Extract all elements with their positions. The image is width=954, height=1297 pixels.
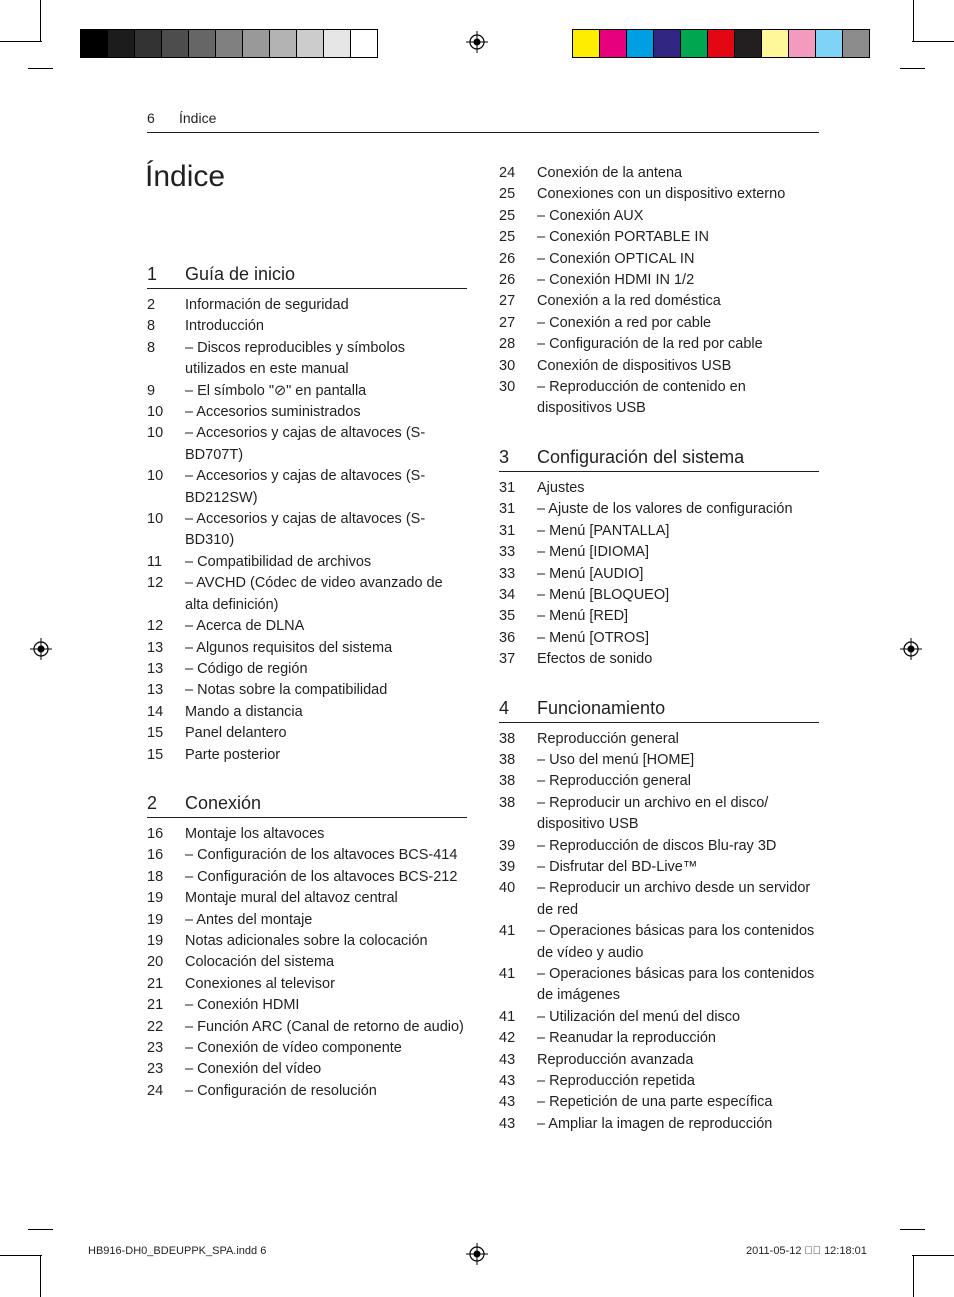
entry-page-number: 18	[147, 868, 164, 885]
entry-page-number: 30	[499, 357, 516, 374]
entry-text: – Código de región	[185, 660, 308, 677]
crop-mark	[28, 68, 53, 69]
grayscale-color-bar	[80, 29, 378, 58]
color-swatch	[816, 30, 843, 57]
entry-text: – Función ARC (Canal de retorno de audio)	[185, 1018, 464, 1035]
toc-entry[interactable]	[499, 564, 819, 585]
entry-page-number: 25	[499, 207, 516, 224]
toc-entry[interactable]	[147, 466, 467, 509]
color-swatch	[708, 30, 735, 57]
color-swatch	[162, 30, 189, 57]
entry-page-number: 12	[147, 575, 164, 592]
toc-entry[interactable]	[499, 750, 819, 771]
entry-page-number: 41	[499, 966, 516, 982]
toc-entry[interactable]	[147, 338, 467, 381]
process-color-bar	[572, 29, 870, 58]
toc-section	[499, 691, 819, 1136]
toc-entry[interactable]	[499, 649, 819, 670]
toc-entry[interactable]	[147, 952, 467, 973]
toc-entry[interactable]	[499, 1050, 819, 1071]
entry-page-number: 15	[147, 746, 164, 763]
entry-page-number: 13	[147, 682, 164, 699]
entry-text: – Operaciones básicas para los contenidos de imágenes	[537, 966, 815, 1004]
toc-entry[interactable]	[147, 381, 467, 402]
toc-entry[interactable]	[499, 291, 819, 312]
entry-page-number: 39	[499, 858, 516, 875]
entry-page-number: 31	[499, 522, 516, 539]
entry-page-number: 10	[147, 511, 164, 528]
entry-text: – Ajuste de los valores de configuración	[537, 501, 793, 518]
crop-mark	[900, 68, 925, 69]
entry-page-number: 38	[499, 794, 516, 811]
color-swatch	[735, 30, 762, 57]
entry-page-number: 9	[147, 382, 156, 399]
color-swatch	[135, 30, 162, 57]
entry-text: – Configuración de los altavoces BCS-212	[185, 868, 458, 885]
entry-page-number: 23	[147, 1061, 164, 1078]
color-swatch	[270, 30, 297, 57]
entry-page-number: 41	[499, 923, 516, 940]
entry-text: – Disfrutar del BD-Live™	[537, 858, 698, 875]
registration-mark-icon	[30, 638, 52, 660]
entry-text: – Conexión de vídeo componente	[185, 1040, 402, 1056]
section-heading	[147, 786, 467, 818]
entry-text: – Antes del montaje	[185, 911, 313, 928]
entry-text: Colocación del sistema	[185, 954, 335, 971]
entry-page-number: 8	[147, 339, 156, 356]
entry-page-number: 23	[147, 1040, 164, 1056]
entry-text: – Conexión AUX	[537, 207, 644, 224]
entry-text: Ajustes	[537, 479, 585, 496]
entry-text: – Ampliar la imagen de reproducción	[537, 1115, 773, 1132]
entry-text: – Configuración de los altavoces BCS-414	[185, 847, 458, 864]
toc-entry[interactable]	[147, 402, 467, 423]
toc-entry[interactable]	[499, 921, 819, 964]
entry-text: – Menú [RED]	[537, 608, 629, 625]
entry-text: – AVCHD (Códec de video avanzado de alta definición)	[185, 575, 443, 613]
entry-text: – Reanudar la reproducción	[537, 1030, 716, 1047]
toc-entry[interactable]	[147, 995, 467, 1016]
color-swatch	[351, 30, 377, 57]
toc-column-left	[147, 257, 467, 1122]
entry-page-number: 10	[147, 468, 164, 485]
entry-text: – Compatibilidad de archivos	[185, 553, 372, 570]
toc-entry[interactable]	[147, 1038, 467, 1059]
entry-text: – Accesorios y cajas de altavoces (S-BD310)	[185, 511, 426, 549]
toc-entry[interactable]	[499, 542, 819, 563]
running-header-section: Índice	[179, 110, 217, 126]
section-title: Conexión	[185, 792, 262, 813]
entry-text: – Reproducción repetida	[537, 1073, 695, 1090]
entry-page-number: 19	[147, 890, 164, 907]
section-title: Funcionamiento	[537, 697, 666, 718]
entry-page-number: 24	[147, 1082, 164, 1099]
section-title: Configuración del sistema	[537, 446, 745, 467]
entry-text: – Conexión OPTICAL IN	[537, 250, 695, 267]
crop-mark	[40, 1255, 41, 1297]
entry-text: – Reproducción de contenido en dispositivos USB	[537, 379, 746, 417]
color-swatch	[573, 30, 600, 57]
toc-entry[interactable]	[499, 606, 819, 627]
color-swatch	[627, 30, 654, 57]
entry-page-number: 19	[147, 932, 164, 949]
color-swatch	[600, 30, 627, 57]
toc-entry[interactable]	[499, 1114, 819, 1135]
toc-column-right	[499, 163, 819, 1155]
entry-text: Conexión de la antena	[537, 165, 683, 181]
entry-text: – El símbolo "⊘" en pantalla	[185, 382, 367, 399]
entry-page-number: 31	[499, 501, 516, 518]
entry-page-number: 41	[499, 1008, 516, 1025]
entry-text: – Conexión del vídeo	[185, 1061, 322, 1078]
toc-entry[interactable]	[147, 295, 467, 316]
toc-entry[interactable]	[147, 423, 467, 466]
toc-entry[interactable]	[499, 1028, 819, 1049]
crop-mark	[912, 41, 954, 42]
toc-entry[interactable]	[499, 628, 819, 649]
entry-page-number: 34	[499, 586, 516, 603]
entry-text: – Conexión HDMI IN 1/2	[537, 272, 695, 289]
entry-page-number: 15	[147, 725, 164, 742]
toc-entry[interactable]	[499, 878, 819, 921]
color-swatch	[654, 30, 681, 57]
color-swatch	[843, 30, 869, 57]
entry-text: Reproducción general	[537, 730, 679, 747]
toc-entry[interactable]	[147, 845, 467, 866]
crop-mark	[0, 1255, 42, 1256]
entry-text: – Uso del menú [HOME]	[537, 751, 695, 768]
toc-entry[interactable]	[499, 1007, 819, 1028]
entry-page-number: 21	[147, 997, 164, 1014]
toc-section	[147, 257, 467, 766]
entry-text: – Reproducir un archivo en el disco/ dispositivo USB	[537, 794, 769, 833]
toc-entry[interactable]	[499, 729, 819, 750]
entry-page-number: 10	[147, 425, 164, 442]
toc-entry[interactable]	[147, 638, 467, 659]
toc-entry[interactable]	[499, 270, 819, 291]
entry-text: – Accesorios suministrados	[185, 404, 361, 421]
entry-text: – Acerca de DLNA	[185, 618, 305, 635]
section-title: Guía de inicio	[185, 264, 296, 284]
toc-section	[499, 163, 819, 420]
toc-entry[interactable]	[147, 702, 467, 723]
toc-entry[interactable]	[499, 964, 819, 1007]
entry-text: Notas adicionales sobre la colocación	[185, 932, 428, 949]
section-heading	[499, 691, 819, 723]
entry-text: – Menú [PANTALLA]	[537, 522, 670, 539]
entry-text: Efectos de sonido	[537, 651, 653, 668]
crop-mark	[900, 1229, 925, 1230]
entry-text: Montaje los altavoces	[185, 825, 325, 842]
page-title: Índice	[145, 160, 226, 193]
entry-page-number: 40	[499, 880, 516, 897]
toc-entry[interactable]	[147, 616, 467, 637]
entry-text: Montaje mural del altavoz central	[185, 890, 398, 907]
section-heading	[499, 440, 819, 472]
registration-mark-icon	[466, 1243, 488, 1265]
section-number: 1	[147, 264, 158, 284]
entry-text: Panel delantero	[185, 725, 287, 742]
toc-entry[interactable]	[147, 910, 467, 931]
toc-entry[interactable]	[147, 824, 467, 845]
crop-mark	[0, 41, 42, 42]
toc-entry[interactable]	[147, 680, 467, 701]
toc-entry[interactable]	[499, 227, 819, 248]
entry-text: – Menú [IDIOMA]	[537, 544, 650, 561]
color-swatch	[81, 30, 108, 57]
entry-text: – Configuración de la red por cable	[537, 336, 763, 353]
toc-entry[interactable]	[499, 313, 819, 334]
toc-entry[interactable]	[147, 1081, 467, 1102]
entry-page-number: 16	[147, 847, 164, 864]
registration-mark-icon	[900, 638, 922, 660]
page-number: 6	[147, 110, 155, 126]
toc-section	[147, 786, 467, 1102]
toc-entry[interactable]	[499, 771, 819, 792]
section-number: 4	[499, 697, 510, 718]
entry-page-number: 10	[147, 404, 164, 421]
color-swatch	[324, 30, 351, 57]
entry-page-number: 33	[499, 565, 516, 582]
section-heading	[147, 257, 467, 289]
color-swatch	[216, 30, 243, 57]
entry-page-number: 14	[147, 703, 164, 720]
entry-text: – Conexión a red por cable	[537, 314, 712, 331]
entry-text: – Menú [OTROS]	[537, 629, 650, 646]
crop-mark	[913, 1255, 914, 1297]
toc-entry[interactable]	[499, 478, 819, 499]
toc-entry[interactable]	[147, 316, 467, 337]
toc-entry[interactable]	[499, 521, 819, 542]
entry-page-number: 43	[499, 1051, 516, 1068]
entry-page-number: 11	[147, 553, 163, 570]
toc-entry[interactable]	[499, 793, 819, 836]
toc-entry[interactable]	[499, 334, 819, 355]
toc-entry[interactable]	[499, 499, 819, 520]
toc-entry[interactable]	[499, 206, 819, 227]
entry-page-number: 31	[499, 479, 516, 496]
footer-timestamp: 2011-05-12 ￿￿ 12:18:01	[746, 1245, 867, 1257]
toc-entry[interactable]	[147, 723, 467, 744]
entry-text: – Configuración de resolución	[185, 1082, 377, 1099]
entry-page-number: 38	[499, 751, 516, 768]
toc-entry[interactable]	[499, 857, 819, 878]
entry-text: – Conexión PORTABLE IN	[537, 229, 709, 246]
color-swatch	[297, 30, 324, 57]
entry-page-number: 8	[147, 318, 156, 335]
toc-entry[interactable]	[499, 356, 819, 377]
entry-page-number: 27	[499, 293, 516, 310]
crop-mark	[40, 0, 41, 42]
entry-page-number: 2	[147, 297, 156, 313]
entry-page-number: 19	[147, 911, 164, 928]
toc-entry[interactable]	[147, 888, 467, 909]
toc-entry[interactable]	[147, 931, 467, 952]
toc-entry[interactable]	[147, 1059, 467, 1080]
crop-mark	[912, 1255, 954, 1256]
entry-text: – Reproducción general	[537, 773, 691, 790]
entry-page-number: 43	[499, 1094, 516, 1111]
entry-page-number: 26	[499, 250, 516, 267]
entry-text: – Reproducir un archivo desde un servidor de red	[537, 880, 811, 918]
entry-text: Reproducción avanzada	[537, 1051, 694, 1068]
entry-page-number: 38	[499, 730, 516, 747]
toc-entry[interactable]	[147, 552, 467, 573]
entry-page-number: 20	[147, 954, 164, 971]
entry-text: Conexiones con un dispositivo externo	[537, 186, 786, 203]
entry-page-number: 12	[147, 618, 164, 635]
entry-page-number: 35	[499, 608, 516, 625]
entry-text: – Repetición de una parte específica	[537, 1094, 773, 1111]
entry-text: – Accesorios y cajas de altavoces (S-BD707T)	[185, 425, 426, 463]
entry-text: Parte posterior	[185, 746, 281, 763]
color-swatch	[108, 30, 135, 57]
crop-mark	[28, 1229, 53, 1230]
entry-text: – Discos reproducibles y símbolos utilizados en este manual	[185, 339, 406, 378]
entry-text: – Operaciones básicas para los contenidos de vídeo y audio	[537, 923, 815, 961]
color-swatch	[762, 30, 789, 57]
entry-page-number: 42	[499, 1030, 516, 1047]
toc-entry[interactable]	[147, 573, 467, 616]
entry-page-number: 36	[499, 629, 516, 646]
footer-filename: HB916-DH0_BDEUPPK_SPA.indd 6	[88, 1245, 267, 1257]
toc-entry[interactable]	[499, 1092, 819, 1113]
entry-text: Conexión a la red doméstica	[537, 293, 721, 310]
entry-text: Información de seguridad	[185, 297, 349, 313]
toc-entry[interactable]	[499, 1071, 819, 1092]
toc-entry[interactable]	[499, 184, 819, 205]
entry-page-number: 21	[147, 975, 164, 992]
toc-entry[interactable]	[147, 1017, 467, 1038]
entry-page-number: 43	[499, 1073, 516, 1090]
entry-text: Introducción	[185, 318, 264, 335]
entry-text: – Menú [AUDIO]	[537, 565, 644, 582]
crop-mark	[913, 0, 914, 42]
entry-text: Mando a distancia	[185, 703, 303, 720]
entry-page-number: 13	[147, 660, 164, 677]
entry-page-number: 25	[499, 229, 516, 246]
running-header	[147, 110, 819, 133]
section-number: 2	[147, 792, 158, 813]
entry-page-number: 24	[499, 165, 516, 181]
toc-entry[interactable]	[499, 163, 819, 184]
entry-text: – Conexión HDMI	[185, 997, 300, 1014]
toc-entry[interactable]	[499, 249, 819, 270]
entry-page-number: 16	[147, 825, 164, 842]
toc-entry[interactable]	[147, 509, 467, 552]
entry-page-number: 22	[147, 1018, 164, 1035]
toc-entry[interactable]	[147, 659, 467, 680]
toc-entry[interactable]	[499, 585, 819, 606]
entry-page-number: 27	[499, 314, 516, 331]
entry-page-number: 28	[499, 336, 516, 353]
entry-text: – Menú [BLOQUEO]	[537, 586, 670, 603]
color-swatch	[789, 30, 816, 57]
toc-entry[interactable]	[499, 836, 819, 857]
entry-page-number: 38	[499, 773, 516, 790]
entry-page-number: 33	[499, 544, 516, 561]
color-swatch	[681, 30, 708, 57]
entry-text: – Notas sobre la compatibilidad	[185, 682, 388, 699]
entry-page-number: 43	[499, 1115, 516, 1132]
toc-section	[499, 440, 819, 671]
toc-entry[interactable]	[499, 377, 819, 420]
entry-text: – Reproducción de discos Blu-ray 3D	[537, 837, 777, 854]
entry-text: Conexiones al televisor	[185, 975, 335, 992]
entry-page-number: 13	[147, 639, 164, 656]
entry-page-number: 30	[499, 379, 516, 396]
entry-text: – Algunos requisitos del sistema	[185, 639, 393, 656]
registration-mark-icon	[466, 31, 488, 53]
section-number: 3	[499, 446, 510, 467]
color-swatch	[189, 30, 216, 57]
entry-text: – Utilización del menú del disco	[537, 1008, 741, 1025]
entry-page-number: 37	[499, 651, 516, 668]
toc-entry[interactable]	[147, 867, 467, 888]
entry-text: Conexión de dispositivos USB	[537, 357, 732, 374]
entry-page-number: 39	[499, 837, 516, 854]
color-swatch	[243, 30, 270, 57]
entry-page-number: 26	[499, 272, 516, 289]
toc-entry[interactable]	[147, 974, 467, 995]
toc-entry[interactable]	[147, 745, 467, 766]
entry-text: – Accesorios y cajas de altavoces (S-BD212SW)	[185, 468, 426, 506]
entry-page-number: 25	[499, 186, 516, 203]
